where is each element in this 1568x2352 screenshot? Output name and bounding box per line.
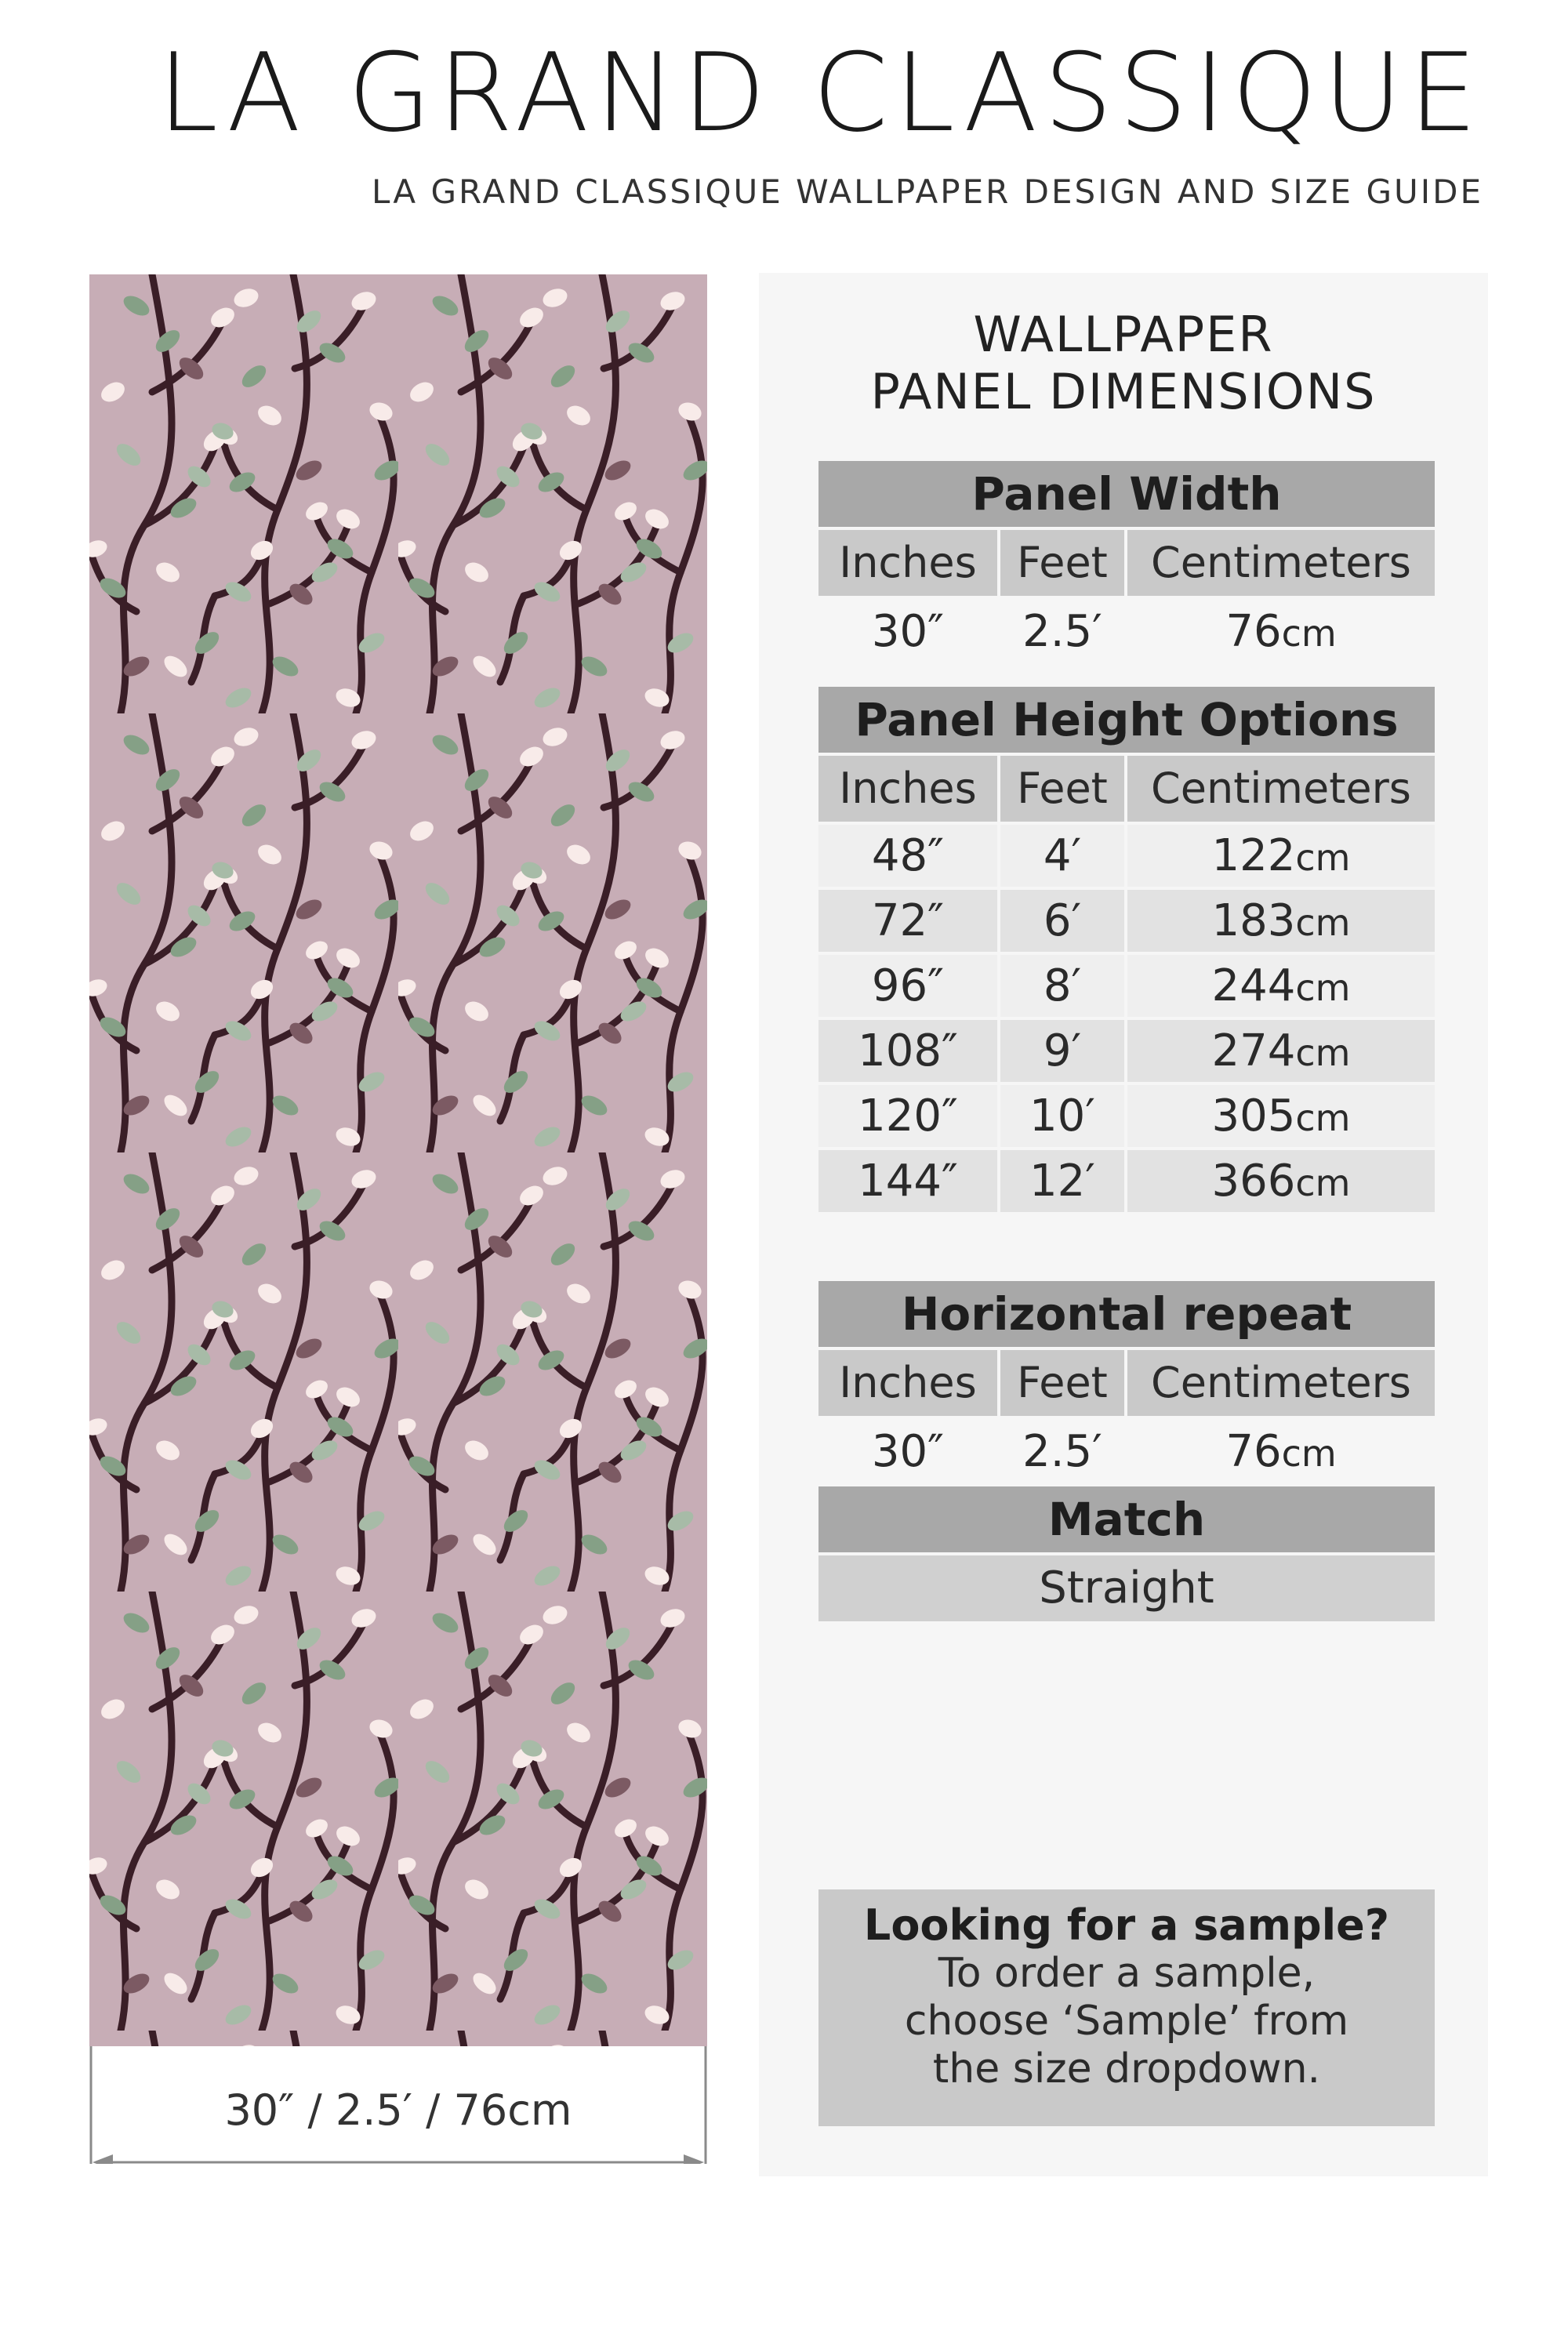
height-inches: 108″ — [818, 1020, 997, 1082]
height-inches: 96″ — [818, 955, 997, 1017]
dimension-arrow-right-icon — [684, 2154, 704, 2164]
pattern-illustration — [89, 274, 707, 2046]
match-title: Match — [818, 1486, 1435, 1552]
cm-unit: cm — [1295, 967, 1351, 1009]
table-row — [818, 1085, 1435, 1147]
cm-unit: cm — [1295, 1097, 1351, 1139]
panel-height-title: Panel Height Options — [818, 687, 1435, 753]
table-row — [818, 599, 1435, 665]
panel-width-column-headers — [818, 530, 1435, 596]
table-row — [818, 1419, 1435, 1485]
height-inches: 72″ — [818, 890, 997, 952]
panel-height-column-headers — [818, 756, 1435, 822]
height-feet: 9′ — [1000, 1020, 1124, 1082]
panel-width-cm — [1127, 599, 1435, 665]
cm-value: 76 — [1225, 1426, 1282, 1477]
sample-info-box — [818, 1889, 1435, 2126]
dimensions-heading-line1: WALLPAPER — [973, 306, 1274, 363]
height-feet: 12′ — [1000, 1150, 1124, 1212]
height-feet: 6′ — [1000, 890, 1124, 952]
cm-value: 76 — [1225, 606, 1282, 657]
sample-line-3: the size dropdown. — [932, 2045, 1321, 2092]
brand-title: LA GRAND CLASSIQUE — [158, 30, 1483, 156]
height-cm — [1127, 1150, 1435, 1212]
sample-line-1: To order a sample, — [938, 1950, 1316, 1997]
height-cm — [1127, 825, 1435, 887]
height-feet: 4′ — [1000, 825, 1124, 887]
cm-value: 183 — [1211, 895, 1296, 946]
height-feet: 10′ — [1000, 1085, 1124, 1147]
height-cm — [1127, 1085, 1435, 1147]
panel-height-table — [818, 687, 1435, 1215]
wallpaper-pattern-preview — [89, 274, 707, 2046]
table-row — [818, 1150, 1435, 1212]
height-feet: 8′ — [1000, 955, 1124, 1017]
column-header-centimeters: Centimeters — [1127, 1350, 1435, 1416]
cm-value: 244 — [1211, 960, 1296, 1011]
column-header-inches: Inches — [818, 1350, 997, 1416]
cm-unit: cm — [1281, 612, 1337, 655]
table-row — [818, 890, 1435, 952]
column-header-inches: Inches — [818, 756, 997, 822]
panel-width-label: 30″ / 2.5′ / 76cm — [224, 2085, 572, 2135]
panel-width-title: Panel Width — [818, 461, 1435, 527]
column-header-centimeters: Centimeters — [1127, 756, 1435, 822]
height-cm — [1127, 955, 1435, 1017]
height-cm — [1127, 1020, 1435, 1082]
cm-value: 366 — [1211, 1156, 1296, 1207]
cm-unit: cm — [1281, 1432, 1337, 1475]
panel-width-feet: 2.5′ — [1022, 606, 1102, 657]
repeat-feet: 2.5′ — [1022, 1426, 1102, 1477]
dimension-arrow-left-icon — [93, 2154, 113, 2164]
sample-title: Looking for a sample? — [863, 1900, 1390, 1950]
column-header-centimeters: Centimeters — [1127, 530, 1435, 596]
horizontal-repeat-column-headers — [818, 1350, 1435, 1416]
cm-value: 122 — [1211, 830, 1296, 881]
table-row — [818, 955, 1435, 1017]
cm-unit: cm — [1295, 1162, 1351, 1204]
panel-width-inches: 30″ — [871, 606, 945, 657]
match-table — [818, 1486, 1435, 1621]
pattern-fill — [89, 274, 707, 2046]
table-row — [818, 1020, 1435, 1082]
height-inches: 120″ — [818, 1085, 997, 1147]
cm-value: 305 — [1211, 1091, 1296, 1142]
horizontal-repeat-title: Horizontal repeat — [818, 1281, 1435, 1347]
height-cm — [1127, 890, 1435, 952]
table-row — [818, 825, 1435, 887]
match-value: Straight — [818, 1555, 1435, 1621]
horizontal-repeat-table — [818, 1281, 1435, 1488]
column-header-feet: Feet — [1000, 1350, 1124, 1416]
sample-line-2: choose ‘Sample’ from — [904, 1997, 1349, 2045]
height-inches: 48″ — [818, 825, 997, 887]
cm-unit: cm — [1295, 837, 1351, 879]
repeat-inches: 30″ — [871, 1426, 945, 1477]
brand-subtitle: LA GRAND CLASSIQUE WALLPAPER DESIGN AND SIZE GUIDE — [372, 172, 1483, 211]
column-header-feet: Feet — [1000, 756, 1124, 822]
cm-value: 274 — [1211, 1025, 1296, 1076]
column-header-feet: Feet — [1000, 530, 1124, 596]
repeat-cm — [1127, 1419, 1435, 1485]
sample-instructions — [818, 1950, 1435, 2092]
cm-unit: cm — [1295, 902, 1351, 944]
cm-unit: cm — [1295, 1032, 1351, 1074]
height-inches: 144″ — [818, 1150, 997, 1212]
dimensions-heading — [759, 306, 1488, 420]
panel-width-table — [818, 461, 1435, 668]
dimensions-heading-line2: PANEL DIMENSIONS — [870, 363, 1377, 421]
column-header-inches: Inches — [818, 530, 997, 596]
dimensions-panel — [759, 273, 1488, 2176]
